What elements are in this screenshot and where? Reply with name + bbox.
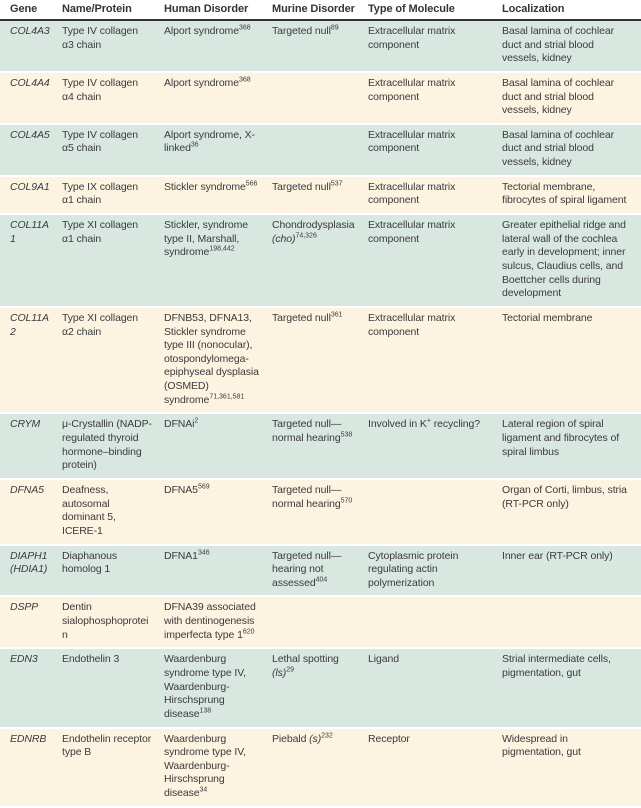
table-row	[0, 214, 641, 307]
cell-human: DFNA39 associated with dentinogenesis imperfecta type $1^{620}$	[164, 596, 272, 648]
reference-superscript: +	[426, 417, 431, 425]
cell-human: Stickler, syndrome type II, Marshall, syndrome$^{198,442}$	[164, 214, 272, 307]
cell-type: Extracellular matrix component	[368, 176, 502, 214]
reference-superscript: 34	[199, 786, 208, 794]
cell-type: Receptor	[368, 728, 502, 807]
italic-term: (ls)	[272, 666, 287, 679]
cell-localization: Tectorial membrane	[502, 307, 641, 413]
cell-human: Waardenburg syndrome type IV, Waardenburg-Hirschsprung disease$^{34}$	[164, 728, 272, 807]
cell-human: $DFNA1^{346}$	[164, 545, 272, 597]
cell-name: Type XI collagen α1 chain	[62, 214, 164, 307]
cell-localization: Tectorial membrane, fibrocytes of spiral ligament	[502, 176, 641, 214]
cell-type	[368, 479, 502, 545]
reference-superscript: 29	[286, 666, 294, 674]
reference-superscript: 368	[238, 24, 251, 32]
italic-term: (cho)	[272, 232, 296, 245]
cell-murine	[272, 124, 368, 176]
table-row	[0, 596, 641, 648]
cell-localization: Inner ear (RT-PCR only)	[502, 545, 641, 597]
cell-gene: EDN3	[0, 648, 62, 727]
cell-murine: Targeted null$^{89}$	[272, 20, 368, 72]
reference-superscript: 620	[242, 628, 255, 636]
header-row	[0, 0, 641, 20]
table-row	[0, 545, 641, 597]
reference-superscript: 566	[245, 180, 258, 188]
cell-type: Extracellular matrix component	[368, 124, 502, 176]
cell-localization: Lateral region of spiral ligament and fibrocytes of spiral limbus	[502, 413, 641, 479]
cell-murine: Targeted null—normal hearing$^{538}$	[272, 413, 368, 479]
cell-human: DFNB53, DFNA13, Stickler syndrome type III (nonocular), otospondylomega-epiphyseal dysplasia (OSMED) syndrome$^{71,361,581}$	[164, 307, 272, 413]
cell-gene: EDNRB	[0, 728, 62, 807]
cell-localization: Greater epithelial ridge and lateral wall of the cochlea early in development; inner sulcus, Claudius cells, and Boettcher cells during development	[502, 214, 641, 307]
cell-localization: Basal lamina of cochlear duct and strial blood vessels, kidney	[502, 124, 641, 176]
cell-name: Type IV collagen α4 chain	[62, 72, 164, 124]
reference-superscript: 538	[340, 431, 353, 439]
cell-name: Type IX collagen α1 chain	[62, 176, 164, 214]
reference-superscript: 537	[330, 180, 343, 188]
table-row	[0, 413, 641, 479]
reference-superscript: 569	[197, 483, 210, 491]
cell-type: Involved in K+ recycling?	[368, 413, 502, 479]
cell-localization	[502, 596, 641, 648]
cell-human: Alport syndrome, X-linked$^{36}$	[164, 124, 272, 176]
cell-gene: COL11A2	[0, 307, 62, 413]
table-row	[0, 124, 641, 176]
cell-murine: Targeted null$^{537}$	[272, 176, 368, 214]
cell-type: Extracellular matrix component	[368, 20, 502, 72]
table-row	[0, 648, 641, 727]
cell-murine: Lethal spotting (ls)$^{29}$	[272, 648, 368, 727]
cell-name: μ-Crystallin (NADP-regulated thyroid hormone–binding protein)	[62, 413, 164, 479]
reference-superscript: 74,326	[295, 232, 317, 240]
cell-name: Diaphanous homolog 1	[62, 545, 164, 597]
cell-human: Waardenburg syndrome type IV, Waardenburg-Hirschsprung disease$^{138}$	[164, 648, 272, 727]
cell-human: Alport syndrome$^{368}$	[164, 72, 272, 124]
reference-superscript: 89	[330, 24, 339, 32]
cell-gene: COL4A4	[0, 72, 62, 124]
cell-name: Type IV collagen α3 chain	[62, 20, 164, 72]
table-row	[0, 176, 641, 214]
cell-murine: Piebald $(s)^{232}$	[272, 728, 368, 807]
reference-superscript: 361	[330, 311, 343, 319]
column-header-type-of-molecule: Type of Molecule	[368, 0, 502, 20]
column-header-gene: Gene	[0, 0, 62, 20]
column-header-human-disorder: Human Disorder	[164, 0, 272, 20]
table-row	[0, 307, 641, 413]
cell-human: Alport syndrome$^{368}$	[164, 20, 272, 72]
cell-name: Type XI collagen α2 chain	[62, 307, 164, 413]
cell-localization: Basal lamina of cochlear duct and strial blood vessels, kidney	[502, 20, 641, 72]
cell-gene: COL11A1	[0, 214, 62, 307]
cell-gene: DFNA5	[0, 479, 62, 545]
table-row	[0, 20, 641, 72]
reference-superscript: 36	[190, 141, 199, 149]
cell-gene: DSPP	[0, 596, 62, 648]
cell-murine	[272, 72, 368, 124]
cell-murine	[272, 596, 368, 648]
reference-superscript: 2	[194, 417, 199, 425]
cell-human: $DFNA5^{569}$	[164, 479, 272, 545]
cell-localization: Organ of Corti, limbus, stria (RT-PCR only)	[502, 479, 641, 545]
cell-localization: Basal lamina of cochlear duct and strial blood vessels, kidney	[502, 72, 641, 124]
cell-gene: COL4A3	[0, 20, 62, 72]
table-row	[0, 479, 641, 545]
cell-name: Endothelin 3	[62, 648, 164, 727]
cell-murine: Chondrodysplasia (cho)$^{74,326}$	[272, 214, 368, 307]
cell-human: DFNAi$^2$	[164, 413, 272, 479]
column-header-murine-disorder: Murine Disorder	[272, 0, 368, 20]
table-row	[0, 72, 641, 124]
italic-term: (s)	[309, 732, 322, 745]
cell-type: Ligand	[368, 648, 502, 727]
cell-type: Extracellular matrix component	[368, 214, 502, 307]
reference-superscript: 232	[321, 732, 333, 740]
cell-type: Extracellular matrix component	[368, 307, 502, 413]
reference-superscript: 346	[197, 549, 210, 556]
cell-gene: CRYM	[0, 413, 62, 479]
cell-gene: DIAPH1 (HDIA1)	[0, 545, 62, 597]
reference-superscript: 71,361,581	[209, 393, 245, 401]
reference-superscript: 198,442	[209, 245, 235, 253]
column-header-name-protein: Name/Protein	[62, 0, 164, 20]
cell-murine: Targeted null—normal hearing$^{570}$	[272, 479, 368, 545]
cell-name: Deafness, autosomal dominant 5, ICERE-1	[62, 479, 164, 545]
column-header-localization: Localization	[502, 0, 641, 20]
reference-superscript: 138	[199, 707, 212, 715]
reference-superscript: 368	[238, 76, 251, 84]
cell-name: Endothelin receptor type B	[62, 728, 164, 807]
cell-murine: Targeted null$^{361}$	[272, 307, 368, 413]
cell-type: Extracellular matrix component	[368, 72, 502, 124]
cell-localization: Widespread in pigmentation, gut	[502, 728, 641, 807]
table-row	[0, 728, 641, 807]
reference-superscript: 404	[315, 576, 328, 584]
cell-type: Cytoplasmic protein regulating actin polymerization	[368, 545, 502, 597]
cell-name: Dentin sialophosphoprotein	[62, 596, 164, 648]
cell-gene: COL4A5	[0, 124, 62, 176]
cell-name: Type IV collagen α5 chain	[62, 124, 164, 176]
cell-human: Stickler syndrome$^{566}$	[164, 176, 272, 214]
cell-localization: Strial intermediate cells, pigmentation, gut	[502, 648, 641, 727]
cell-gene: COL9A1	[0, 176, 62, 214]
reference-superscript: 570	[340, 497, 353, 505]
cell-murine: Targeted null—hearing not assessed$^{404}$	[272, 545, 368, 597]
cell-type	[368, 596, 502, 648]
